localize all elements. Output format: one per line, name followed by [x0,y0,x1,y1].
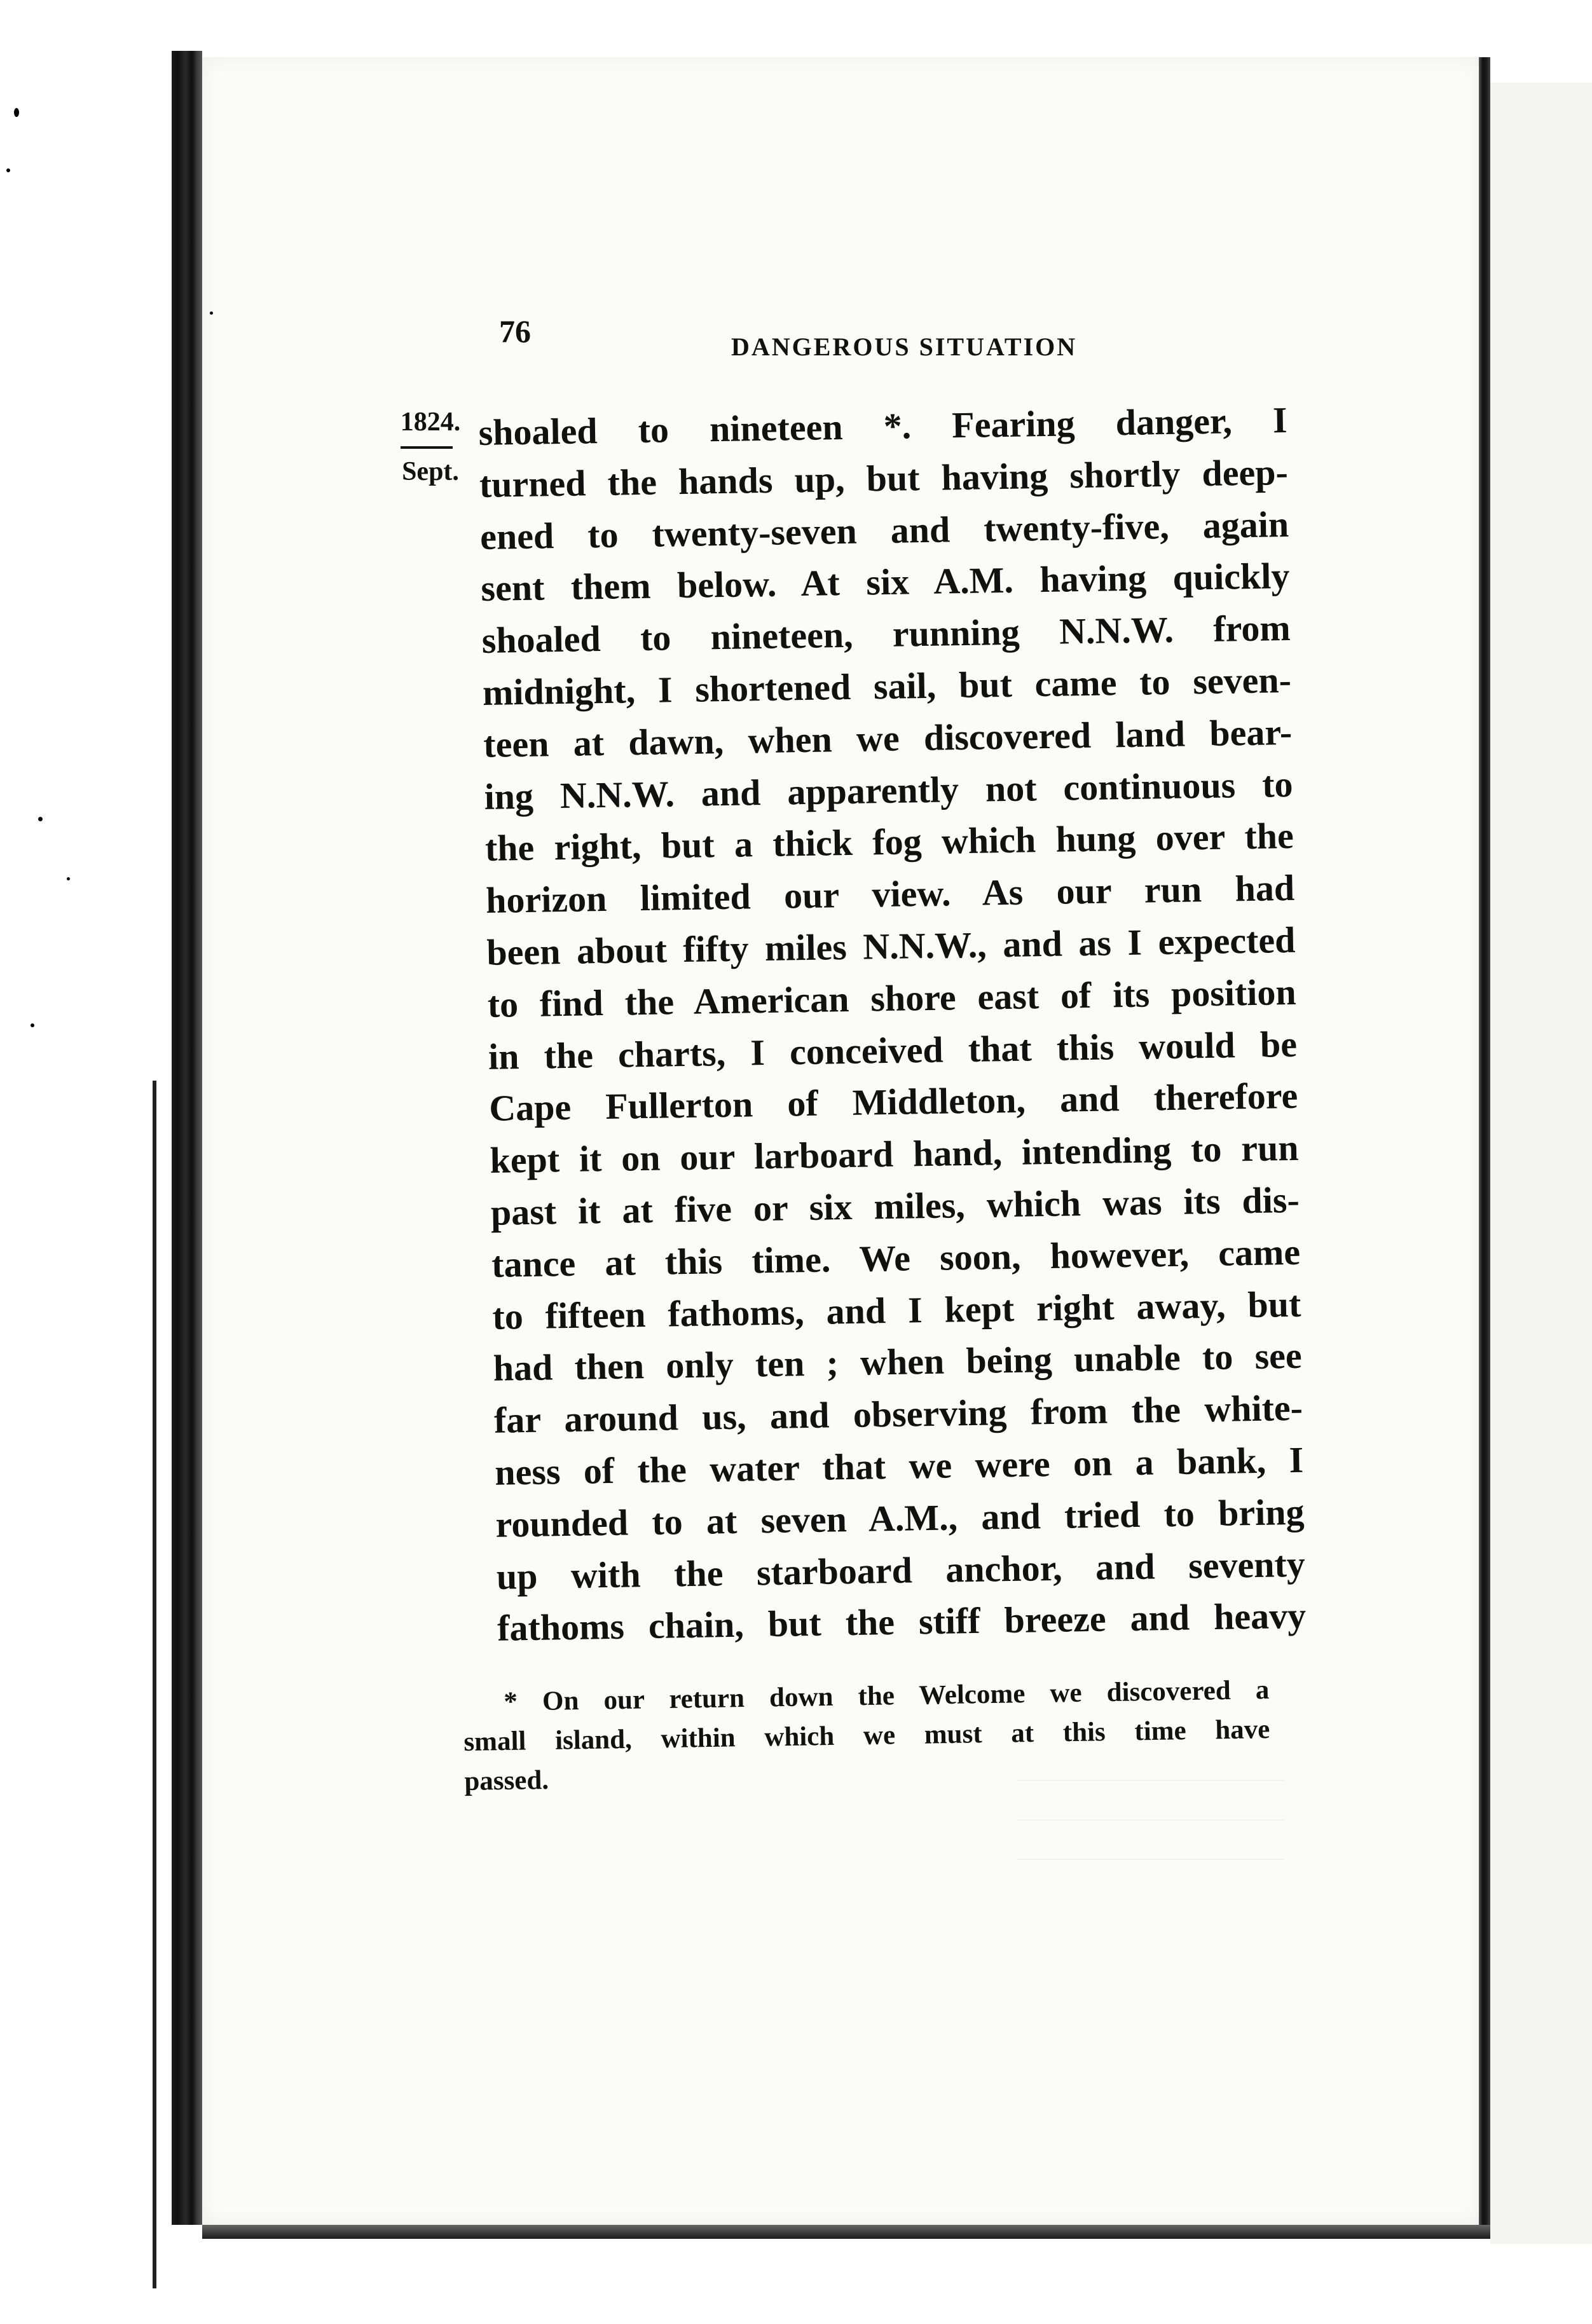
footnote-line: passed. [464,1765,549,1796]
footnote-line: small island, within which we must at this time have [463,1714,1270,1757]
body-line: to fifteen fathoms, and I kept right away, but [491,1283,1301,1337]
facing-page-sliver [1490,83,1592,2244]
running-head: DANGEROUS SITUATION [731,332,1078,361]
body-line: ened to twenty-seven and twenty-five, again [479,503,1289,557]
scan-speck [210,311,213,315]
margin-note-month: Sept. [402,457,459,486]
footnote [463,1671,1271,1801]
body-line: been about fifty miles N.N.W., and as I expected [486,919,1296,973]
page-number: 76 [499,313,531,349]
scan-speck [31,1023,34,1027]
scan-edge-line [153,1081,156,2288]
body-line: in the charts, I conceived that this would be [488,1023,1298,1077]
body-line: kept it on our larboard hand, intending to run [490,1127,1299,1182]
body-line: far around us, and observing from the white- [493,1386,1303,1441]
body-line: Cape Fullerton of Middleton, and therefore [488,1075,1298,1130]
body-line: teen at dawn, when we discovered land bear- [483,711,1293,765]
body-line: had then only ten ; when being unable to see [493,1335,1303,1390]
margin-note-year: 1824. [400,407,461,437]
body-line: past it at five or six miles, which was its dis- [490,1179,1300,1233]
body-line: shoaled to nineteen, running N.N.W. from [481,607,1291,662]
body-text [478,394,1307,1655]
book-spine-edge [172,51,202,2225]
scan-speck [14,108,19,117]
page-bottom-edge [202,2225,1490,2239]
body-line: horizon limited our view. As our run had [485,867,1295,922]
body-line: turned the hands up, but having shortly deep- [479,451,1289,505]
body-line: ing N.N.W. and apparently not continuous to [484,763,1293,817]
scan-speck [6,168,10,172]
body-line: rounded to at seven A.M., and tried to bring [495,1491,1305,1545]
body-line: midnight, I shortened sail, but came to seven- [482,659,1292,713]
body-line: the right, but a thick fog which hung over the [484,815,1294,870]
body-line: up with the starboard anchor, and seventy [496,1543,1306,1597]
scan-speck [38,817,43,821]
page-right-edge [1479,57,1490,2231]
body-line: sent them below. At six A.M. having quickly [480,555,1290,610]
footnote-line: * On our return down the Welcome we discovered a [504,1675,1270,1717]
body-line: shoaled to nineteen *. Fearing danger, I [478,399,1287,453]
scan-speck [67,877,70,880]
body-line: to find the American shore east of its position [487,971,1297,1025]
body-line: fathoms chain, but the stiff breeze and heavy [497,1595,1307,1650]
body-line: tance at this time. We soon, however, came [491,1231,1301,1285]
body-line: ness of the water that we were on a bank, I [494,1439,1304,1493]
margin-note-rule [401,446,453,449]
